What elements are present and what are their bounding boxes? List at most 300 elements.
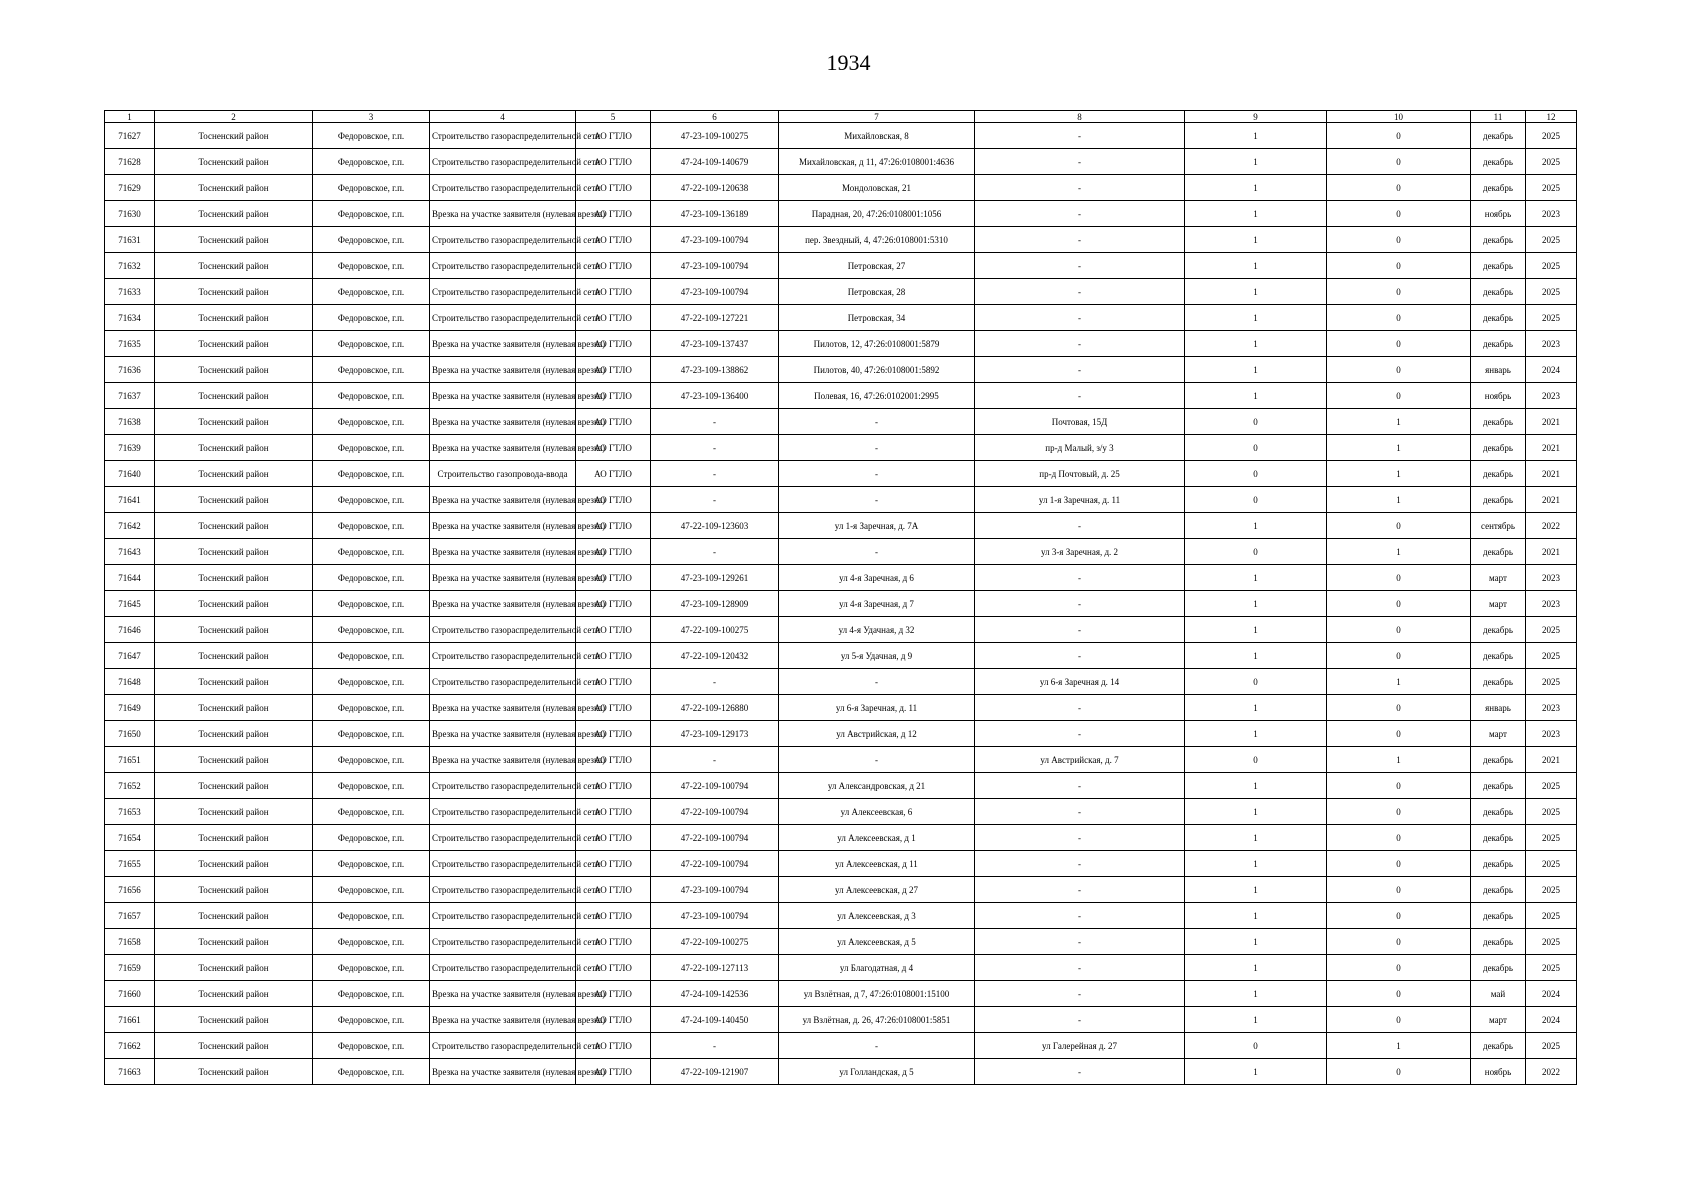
cell-district: Тосненский район: [155, 695, 313, 721]
cell-work-type: Врезка на участке заявителя (нулевая врезка): [430, 591, 576, 617]
table-row: [105, 929, 1577, 955]
cell-application-number: 47-22-109-120638: [651, 175, 779, 201]
cell-object-address: -: [975, 331, 1185, 357]
cell-month: март: [1471, 1007, 1526, 1033]
cell-application-number: 47-23-109-128909: [651, 591, 779, 617]
cell-address: ул Александровская, д 21: [779, 773, 975, 799]
cell-application-number: -: [651, 669, 779, 695]
cell-year: 2021: [1526, 539, 1577, 565]
cell-application-number: -: [651, 747, 779, 773]
cell-district: Тосненский район: [155, 409, 313, 435]
cell-count-b: 0: [1327, 825, 1471, 851]
cell-year: 2025: [1526, 123, 1577, 149]
cell-settlement: Федоровское, г.п.: [313, 305, 430, 331]
cell-organization: АО ГТЛО: [576, 1007, 651, 1033]
cell-settlement: Федоровское, г.п.: [313, 1033, 430, 1059]
cell-application-number: 47-23-109-137437: [651, 331, 779, 357]
cell-address: -: [779, 1033, 975, 1059]
cell-organization: АО ГТЛО: [576, 513, 651, 539]
cell-settlement: Федоровское, г.п.: [313, 617, 430, 643]
cell-object-address: Почтовая, 15Д: [975, 409, 1185, 435]
cell-month: сентябрь: [1471, 513, 1526, 539]
cell-address: ул Алексеевская, 6: [779, 799, 975, 825]
cell-object-address: -: [975, 227, 1185, 253]
cell-district: Тосненский район: [155, 487, 313, 513]
cell-district: Тосненский район: [155, 903, 313, 929]
cell-year: 2023: [1526, 565, 1577, 591]
cell-settlement: Федоровское, г.п.: [313, 487, 430, 513]
cell-year: 2025: [1526, 227, 1577, 253]
cell-month: декабрь: [1471, 331, 1526, 357]
cell-row-number: 71653: [105, 799, 155, 825]
table-row: [105, 383, 1577, 409]
cell-count-b: 0: [1327, 955, 1471, 981]
cell-address: Полевая, 16, 47:26:0102001:2995: [779, 383, 975, 409]
cell-row-number: 71661: [105, 1007, 155, 1033]
cell-application-number: 47-24-109-142536: [651, 981, 779, 1007]
cell-count-b: 0: [1327, 695, 1471, 721]
table-row: [105, 305, 1577, 331]
cell-count-b: 0: [1327, 227, 1471, 253]
cell-year: 2023: [1526, 383, 1577, 409]
cell-application-number: 47-23-109-129261: [651, 565, 779, 591]
table-row: [105, 955, 1577, 981]
cell-settlement: Федоровское, г.п.: [313, 383, 430, 409]
cell-organization: АО ГТЛО: [576, 903, 651, 929]
cell-address: ул Австрийская, д 12: [779, 721, 975, 747]
cell-row-number: 71647: [105, 643, 155, 669]
cell-object-address: -: [975, 513, 1185, 539]
table-row: [105, 903, 1577, 929]
cell-row-number: 71662: [105, 1033, 155, 1059]
cell-count-b: 0: [1327, 1059, 1471, 1085]
cell-settlement: Федоровское, г.п.: [313, 279, 430, 305]
cell-address: ул 4-я Удачная, д 32: [779, 617, 975, 643]
cell-count-a: 1: [1185, 877, 1327, 903]
cell-address: Петровская, 34: [779, 305, 975, 331]
cell-count-a: 1: [1185, 279, 1327, 305]
cell-year: 2022: [1526, 513, 1577, 539]
cell-work-type: Строительство газопровода-ввода: [430, 461, 576, 487]
cell-district: Тосненский район: [155, 981, 313, 1007]
column-header-7: 7: [779, 111, 975, 123]
cell-address: ул 5-я Удачная, д 9: [779, 643, 975, 669]
cell-object-address: -: [975, 877, 1185, 903]
cell-count-a: 0: [1185, 409, 1327, 435]
cell-month: декабрь: [1471, 955, 1526, 981]
cell-year: 2023: [1526, 331, 1577, 357]
cell-row-number: 71654: [105, 825, 155, 851]
cell-work-type: Строительство газораспределительной сети: [430, 175, 576, 201]
cell-count-a: 1: [1185, 175, 1327, 201]
table-row: [105, 565, 1577, 591]
cell-count-a: 1: [1185, 357, 1327, 383]
cell-month: декабрь: [1471, 305, 1526, 331]
cell-count-a: 0: [1185, 461, 1327, 487]
cell-year: 2025: [1526, 851, 1577, 877]
cell-district: Тосненский район: [155, 149, 313, 175]
cell-organization: АО ГТЛО: [576, 435, 651, 461]
cell-month: декабрь: [1471, 409, 1526, 435]
cell-settlement: Федоровское, г.п.: [313, 591, 430, 617]
cell-row-number: 71636: [105, 357, 155, 383]
table-row: [105, 357, 1577, 383]
cell-count-a: 0: [1185, 487, 1327, 513]
cell-year: 2021: [1526, 435, 1577, 461]
column-header-12: 12: [1526, 111, 1577, 123]
cell-count-a: 1: [1185, 721, 1327, 747]
cell-year: 2025: [1526, 279, 1577, 305]
cell-month: декабрь: [1471, 539, 1526, 565]
cell-organization: АО ГТЛО: [576, 149, 651, 175]
cell-organization: АО ГТЛО: [576, 175, 651, 201]
cell-month: декабрь: [1471, 929, 1526, 955]
cell-settlement: Федоровское, г.п.: [313, 851, 430, 877]
cell-count-b: 0: [1327, 851, 1471, 877]
cell-application-number: 47-22-109-100794: [651, 851, 779, 877]
cell-row-number: 71633: [105, 279, 155, 305]
cell-count-b: 0: [1327, 253, 1471, 279]
cell-year: 2025: [1526, 929, 1577, 955]
cell-settlement: Федоровское, г.п.: [313, 539, 430, 565]
cell-month: декабрь: [1471, 799, 1526, 825]
cell-application-number: 47-24-109-140679: [651, 149, 779, 175]
cell-year: 2025: [1526, 253, 1577, 279]
cell-work-type: Врезка на участке заявителя (нулевая врезка): [430, 747, 576, 773]
cell-application-number: 47-23-109-136400: [651, 383, 779, 409]
cell-count-a: 1: [1185, 1059, 1327, 1085]
cell-count-b: 0: [1327, 773, 1471, 799]
cell-work-type: Строительство газораспределительной сети: [430, 253, 576, 279]
cell-application-number: 47-23-109-100794: [651, 279, 779, 305]
cell-year: 2025: [1526, 903, 1577, 929]
cell-row-number: 71627: [105, 123, 155, 149]
cell-district: Тосненский район: [155, 227, 313, 253]
cell-settlement: Федоровское, г.п.: [313, 123, 430, 149]
cell-year: 2025: [1526, 825, 1577, 851]
cell-settlement: Федоровское, г.п.: [313, 669, 430, 695]
cell-address: ул Алексеевская, д 5: [779, 929, 975, 955]
cell-row-number: 71655: [105, 851, 155, 877]
cell-address: ул Алексеевская, д 3: [779, 903, 975, 929]
cell-address: -: [779, 409, 975, 435]
cell-work-type: Врезка на участке заявителя (нулевая врезка): [430, 201, 576, 227]
cell-address: -: [779, 539, 975, 565]
cell-work-type: Врезка на участке заявителя (нулевая врезка): [430, 695, 576, 721]
cell-object-address: ул Австрийская, д. 7: [975, 747, 1185, 773]
cell-settlement: Федоровское, г.п.: [313, 435, 430, 461]
cell-settlement: Федоровское, г.п.: [313, 409, 430, 435]
cell-application-number: 47-22-109-100794: [651, 825, 779, 851]
cell-work-type: Врезка на участке заявителя (нулевая врезка): [430, 721, 576, 747]
cell-work-type: Врезка на участке заявителя (нулевая врезка): [430, 1007, 576, 1033]
cell-row-number: 71645: [105, 591, 155, 617]
cell-district: Тосненский район: [155, 877, 313, 903]
cell-application-number: 47-22-109-100275: [651, 929, 779, 955]
cell-settlement: Федоровское, г.п.: [313, 721, 430, 747]
cell-work-type: Строительство газораспределительной сети: [430, 799, 576, 825]
cell-settlement: Федоровское, г.п.: [313, 929, 430, 955]
cell-year: 2024: [1526, 981, 1577, 1007]
cell-organization: АО ГТЛО: [576, 539, 651, 565]
cell-application-number: 47-23-109-100794: [651, 903, 779, 929]
cell-address: ул Взлётная, д 7, 47:26:0108001:15100: [779, 981, 975, 1007]
table-row: [105, 799, 1577, 825]
cell-object-address: -: [975, 955, 1185, 981]
cell-object-address: пр-д Почтовый, д. 25: [975, 461, 1185, 487]
cell-count-a: 1: [1185, 565, 1327, 591]
cell-count-b: 0: [1327, 357, 1471, 383]
cell-year: 2025: [1526, 955, 1577, 981]
cell-organization: АО ГТЛО: [576, 799, 651, 825]
cell-district: Тосненский район: [155, 461, 313, 487]
cell-object-address: ул Галерейная д. 27: [975, 1033, 1185, 1059]
cell-organization: АО ГТЛО: [576, 1059, 651, 1085]
cell-application-number: 47-22-109-100275: [651, 617, 779, 643]
cell-year: 2021: [1526, 487, 1577, 513]
cell-object-address: -: [975, 383, 1185, 409]
table-row: [105, 1007, 1577, 1033]
cell-organization: АО ГТЛО: [576, 929, 651, 955]
cell-month: декабрь: [1471, 435, 1526, 461]
cell-address: -: [779, 461, 975, 487]
table-row: [105, 591, 1577, 617]
cell-object-address: -: [975, 253, 1185, 279]
table-row: [105, 851, 1577, 877]
cell-work-type: Врезка на участке заявителя (нулевая врезка): [430, 981, 576, 1007]
cell-address: -: [779, 487, 975, 513]
cell-count-a: 0: [1185, 1033, 1327, 1059]
cell-address: Михайловская, д 11, 47:26:0108001:4636: [779, 149, 975, 175]
cell-address: Пилотов, 12, 47:26:0108001:5879: [779, 331, 975, 357]
cell-work-type: Врезка на участке заявителя (нулевая врезка): [430, 565, 576, 591]
cell-count-b: 0: [1327, 201, 1471, 227]
cell-row-number: 71648: [105, 669, 155, 695]
cell-year: 2023: [1526, 201, 1577, 227]
cell-application-number: 47-22-109-120432: [651, 643, 779, 669]
cell-address: ул Алексеевская, д 1: [779, 825, 975, 851]
cell-object-address: -: [975, 357, 1185, 383]
cell-application-number: 47-23-109-100794: [651, 253, 779, 279]
cell-year: 2025: [1526, 149, 1577, 175]
cell-application-number: 47-22-109-127221: [651, 305, 779, 331]
cell-organization: АО ГТЛО: [576, 851, 651, 877]
page-number: 1934: [826, 50, 871, 75]
cell-work-type: Строительство газораспределительной сети: [430, 903, 576, 929]
cell-month: декабрь: [1471, 747, 1526, 773]
cell-district: Тосненский район: [155, 1007, 313, 1033]
cell-organization: АО ГТЛО: [576, 409, 651, 435]
cell-settlement: Федоровское, г.п.: [313, 513, 430, 539]
cell-organization: АО ГТЛО: [576, 565, 651, 591]
cell-count-a: 1: [1185, 799, 1327, 825]
cell-year: 2023: [1526, 591, 1577, 617]
cell-object-address: -: [975, 721, 1185, 747]
cell-district: Тосненский район: [155, 305, 313, 331]
cell-organization: АО ГТЛО: [576, 253, 651, 279]
cell-year: 2025: [1526, 669, 1577, 695]
cell-work-type: Строительство газораспределительной сети: [430, 305, 576, 331]
cell-count-a: 1: [1185, 305, 1327, 331]
table-row: [105, 435, 1577, 461]
cell-count-b: 1: [1327, 461, 1471, 487]
cell-address: ул Взлётная, д. 26, 47:26:0108001:5851: [779, 1007, 975, 1033]
cell-organization: АО ГТЛО: [576, 123, 651, 149]
cell-month: декабрь: [1471, 461, 1526, 487]
cell-address: Петровская, 27: [779, 253, 975, 279]
cell-count-a: 1: [1185, 773, 1327, 799]
cell-count-b: 0: [1327, 331, 1471, 357]
cell-organization: АО ГТЛО: [576, 591, 651, 617]
table-row: [105, 409, 1577, 435]
cell-organization: АО ГТЛО: [576, 201, 651, 227]
cell-object-address: -: [975, 825, 1185, 851]
cell-work-type: Врезка на участке заявителя (нулевая врезка): [430, 331, 576, 357]
cell-count-b: 0: [1327, 981, 1471, 1007]
cell-district: Тосненский район: [155, 513, 313, 539]
cell-year: 2021: [1526, 409, 1577, 435]
cell-organization: АО ГТЛО: [576, 357, 651, 383]
cell-work-type: Врезка на участке заявителя (нулевая врезка): [430, 435, 576, 461]
cell-year: 2025: [1526, 799, 1577, 825]
cell-work-type: Врезка на участке заявителя (нулевая врезка): [430, 539, 576, 565]
cell-count-a: 0: [1185, 747, 1327, 773]
cell-count-a: 1: [1185, 903, 1327, 929]
cell-object-address: -: [975, 175, 1185, 201]
cell-settlement: Федоровское, г.п.: [313, 149, 430, 175]
cell-year: 2021: [1526, 461, 1577, 487]
cell-month: декабрь: [1471, 617, 1526, 643]
cell-month: май: [1471, 981, 1526, 1007]
cell-district: Тосненский район: [155, 669, 313, 695]
cell-address: ул Алексеевская, д 27: [779, 877, 975, 903]
cell-district: Тосненский район: [155, 279, 313, 305]
cell-organization: АО ГТЛО: [576, 773, 651, 799]
register-table: [104, 110, 1577, 1085]
cell-year: 2023: [1526, 721, 1577, 747]
cell-count-a: 1: [1185, 981, 1327, 1007]
cell-row-number: 71650: [105, 721, 155, 747]
table-row: [105, 539, 1577, 565]
cell-work-type: Строительство газораспределительной сети: [430, 617, 576, 643]
cell-settlement: Федоровское, г.п.: [313, 695, 430, 721]
cell-year: 2024: [1526, 1007, 1577, 1033]
cell-count-b: 1: [1327, 539, 1471, 565]
cell-work-type: Строительство газораспределительной сети: [430, 227, 576, 253]
cell-settlement: Федоровское, г.п.: [313, 331, 430, 357]
cell-row-number: 71657: [105, 903, 155, 929]
cell-object-address: ул 1-я Заречная, д. 11: [975, 487, 1185, 513]
cell-application-number: 47-22-109-126880: [651, 695, 779, 721]
cell-application-number: -: [651, 461, 779, 487]
cell-count-b: 1: [1327, 747, 1471, 773]
cell-district: Тосненский район: [155, 721, 313, 747]
cell-month: декабрь: [1471, 279, 1526, 305]
cell-count-b: 1: [1327, 1033, 1471, 1059]
cell-count-b: 0: [1327, 877, 1471, 903]
cell-organization: АО ГТЛО: [576, 981, 651, 1007]
cell-month: декабрь: [1471, 643, 1526, 669]
cell-object-address: -: [975, 305, 1185, 331]
cell-row-number: 71651: [105, 747, 155, 773]
cell-count-a: 1: [1185, 851, 1327, 877]
cell-row-number: 71637: [105, 383, 155, 409]
cell-address: Петровская, 28: [779, 279, 975, 305]
cell-count-a: 1: [1185, 955, 1327, 981]
cell-count-b: 0: [1327, 903, 1471, 929]
cell-count-a: 1: [1185, 513, 1327, 539]
cell-district: Тосненский район: [155, 383, 313, 409]
table-row: [105, 1033, 1577, 1059]
cell-application-number: -: [651, 435, 779, 461]
cell-settlement: Федоровское, г.п.: [313, 955, 430, 981]
cell-row-number: 71639: [105, 435, 155, 461]
cell-work-type: Строительство газораспределительной сети: [430, 877, 576, 903]
column-header-8: 8: [975, 111, 1185, 123]
cell-count-b: 0: [1327, 149, 1471, 175]
cell-address: ул Голландская, д 5: [779, 1059, 975, 1085]
cell-month: декабрь: [1471, 175, 1526, 201]
cell-month: декабрь: [1471, 1033, 1526, 1059]
cell-month: декабрь: [1471, 123, 1526, 149]
cell-district: Тосненский район: [155, 617, 313, 643]
cell-address: Михайловская, 8: [779, 123, 975, 149]
cell-object-address: -: [975, 851, 1185, 877]
cell-year: 2025: [1526, 175, 1577, 201]
cell-row-number: 71628: [105, 149, 155, 175]
table-row: [105, 747, 1577, 773]
table-row: [105, 279, 1577, 305]
column-header-5: 5: [576, 111, 651, 123]
cell-row-number: 71649: [105, 695, 155, 721]
cell-address: Пилотов, 40, 47:26:0108001:5892: [779, 357, 975, 383]
table-row: [105, 773, 1577, 799]
cell-year: 2023: [1526, 695, 1577, 721]
cell-work-type: Строительство газораспределительной сети: [430, 851, 576, 877]
cell-address: ул 1-я Заречная, д. 7А: [779, 513, 975, 539]
cell-month: декабрь: [1471, 825, 1526, 851]
cell-work-type: Строительство газораспределительной сети: [430, 773, 576, 799]
cell-application-number: 47-23-109-129173: [651, 721, 779, 747]
cell-row-number: 71630: [105, 201, 155, 227]
cell-count-a: 0: [1185, 669, 1327, 695]
cell-object-address: -: [975, 903, 1185, 929]
column-header-6: 6: [651, 111, 779, 123]
cell-row-number: 71634: [105, 305, 155, 331]
cell-application-number: 47-23-109-100794: [651, 227, 779, 253]
table-row: [105, 617, 1577, 643]
cell-year: 2025: [1526, 773, 1577, 799]
cell-row-number: 71652: [105, 773, 155, 799]
cell-district: Тосненский район: [155, 539, 313, 565]
cell-organization: АО ГТЛО: [576, 643, 651, 669]
cell-district: Тосненский район: [155, 773, 313, 799]
table-row: [105, 487, 1577, 513]
cell-work-type: Строительство газораспределительной сети: [430, 1033, 576, 1059]
cell-object-address: -: [975, 201, 1185, 227]
cell-year: 2025: [1526, 643, 1577, 669]
cell-district: Тосненский район: [155, 201, 313, 227]
cell-year: 2024: [1526, 357, 1577, 383]
cell-count-b: 0: [1327, 591, 1471, 617]
cell-count-a: 0: [1185, 435, 1327, 461]
cell-object-address: -: [975, 123, 1185, 149]
cell-district: Тосненский район: [155, 357, 313, 383]
cell-settlement: Федоровское, г.п.: [313, 981, 430, 1007]
cell-object-address: -: [975, 617, 1185, 643]
cell-count-a: 1: [1185, 695, 1327, 721]
cell-month: декабрь: [1471, 903, 1526, 929]
